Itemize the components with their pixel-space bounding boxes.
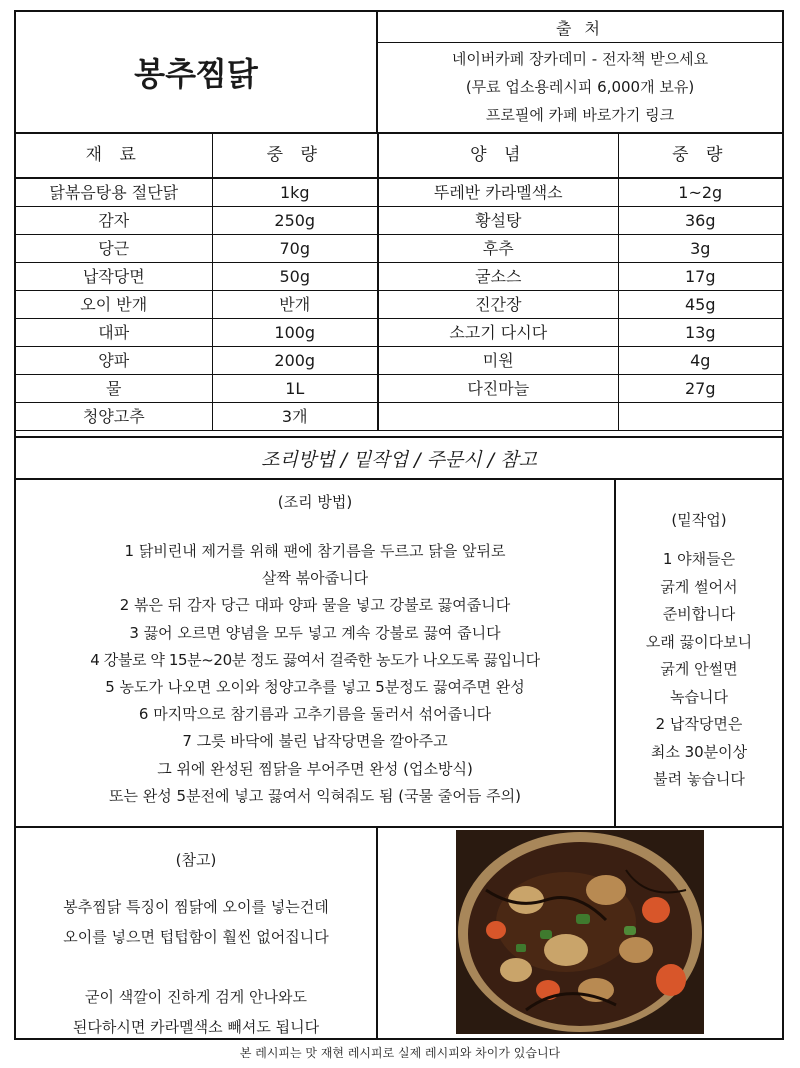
seasoning-weight: 13g (618, 319, 782, 347)
seasoning-weight: 4g (618, 347, 782, 375)
prep-heading: (밑작업) (671, 511, 727, 529)
source-line: (무료 업소용레시피 6,000개 보유) (465, 78, 695, 96)
source-box (378, 12, 782, 132)
seasoning-name: 다진마늘 (378, 375, 618, 403)
seasoning-name: 후추 (378, 235, 618, 263)
method-line: 2 볶은 뒤 감자 당근 대파 양파 물을 넣고 강불로 끓여줍니다 (119, 596, 511, 615)
method-line: 6 마지막으로 참기름과 고추기름을 둘러서 섞어줍니다 (138, 705, 492, 724)
seasoning-name: 소고기 다시다 (378, 319, 618, 347)
seasoning-weight: 45g (618, 291, 782, 319)
table-row (16, 347, 782, 375)
ingredient-weight: 3개 (212, 403, 378, 431)
table-row (16, 403, 782, 431)
ingredient-weight: 200g (212, 347, 378, 375)
ingredient-weight: 50g (212, 263, 378, 291)
col-header-seasoning: 양 념 (378, 132, 618, 178)
prep-line: 굵게 썰어서 (660, 577, 738, 596)
note-body (16, 892, 376, 1042)
ingredient-weight: 250g (212, 207, 378, 235)
note-line (16, 952, 376, 982)
method-line: 4 강불로 약 15분~20분 정도 끓여서 걸죽한 농도가 나오도록 끓입니다 (90, 650, 540, 669)
ingredient-name: 당근 (16, 235, 212, 263)
seasoning-weight: 36g (618, 207, 782, 235)
prep-line: 최소 30분이상 (650, 742, 748, 761)
prep-line: 녹습니다 (670, 687, 728, 706)
source-line: 프로필에 카페 바로가기 링크 (485, 106, 675, 124)
table-row (16, 319, 782, 347)
ingredient-name: 물 (16, 375, 212, 403)
ingredient-weight: 70g (212, 235, 378, 263)
seasoning-weight (618, 403, 782, 431)
note-line: 오이를 넣으면 텁텁함이 훨씬 없어집니다 (63, 928, 329, 946)
method-line: 또는 완성 5분전에 넣고 끓여서 익혀줘도 됨 (국물 줄어듬 주의) (109, 786, 521, 805)
ingredient-name: 대파 (16, 319, 212, 347)
note-line: 된다하시면 카라멜색소 빼셔도 됩니다 (72, 1018, 320, 1036)
table-row (16, 375, 782, 403)
col-header-weight: 중 량 (618, 132, 782, 178)
method-line: 살짝 볶아줍니다 (261, 569, 369, 588)
seasoning-weight: 3g (618, 235, 782, 263)
braised-chicken-photo (456, 830, 704, 1034)
source-line: 네이버카페 장카데미 - 전자책 받으세요 (451, 50, 709, 68)
ingredients-table (16, 132, 782, 431)
col-header-ingredient: 재 료 (16, 132, 212, 178)
source-lines (378, 43, 782, 129)
prep-line: 준비합니다 (662, 605, 736, 623)
table-row (16, 235, 782, 263)
prep-line: 1 야채들은 (662, 550, 736, 568)
prep-line: 굵게 안썰면 (660, 660, 738, 678)
ingredient-name: 닭볶음탕용 절단닭 (16, 178, 212, 207)
table-row (16, 178, 782, 207)
seasoning-weight: 1~2g (618, 178, 782, 207)
seasoning-weight: 27g (618, 375, 782, 403)
note-heading: (참고) (175, 851, 217, 869)
note-line: 굳이 색깔이 진하게 검게 안나와도 (85, 988, 307, 1006)
ingredient-weight: 반개 (212, 291, 378, 319)
table-row (16, 291, 782, 319)
method-heading: (조리 방법) (277, 493, 353, 511)
footer-note: 본 레시피는 맛 재현 레시피로 실제 레시피와 차이가 있습니다 (239, 1046, 561, 1060)
method-line: 3 끓어 오르면 양념을 모두 넣고 계속 강불로 끓여 줍니다 (129, 623, 501, 642)
cooking-method (16, 480, 616, 828)
recipe-sheet (14, 10, 784, 1040)
ingredient-weight: 1kg (212, 178, 378, 207)
seasoning-weight: 17g (618, 263, 782, 291)
table-header-row (16, 132, 782, 178)
photo-cell (378, 828, 782, 1038)
seasoning-name: 굴소스 (378, 263, 618, 291)
table-row (16, 263, 782, 291)
ingredient-name: 양파 (16, 347, 212, 375)
note-line: 봉추찜닭 특징이 찜닭에 오이를 넣는건데 (63, 898, 329, 916)
prep-line: 2 납작당면은 (655, 715, 743, 733)
prep-line: 불려 놓습니다 (653, 770, 745, 788)
prep-line: 오래 끓이다보니 (645, 632, 753, 651)
seasoning-name: 뚜레반 카라멜색소 (378, 178, 618, 207)
notes (16, 828, 378, 1038)
method-line: 1 닭비린내 제거를 위해 팬에 참기름을 두르고 닭을 앞뒤로 (124, 542, 506, 560)
method-steps (16, 538, 614, 810)
method-line: 그 위에 완성된 찜닭을 부어주면 완성 (업소방식) (157, 759, 473, 778)
source-label: 출 처 (378, 12, 782, 43)
photo-illustration (456, 830, 704, 1034)
ingredient-name: 오이 반개 (16, 291, 212, 319)
section-title: 조리방법 / 밑작업 / 주문시 / 참고 (16, 436, 782, 480)
col-header-weight: 중 량 (212, 132, 378, 178)
method-line: 5 농도가 나오면 오이와 청양고추를 넣고 5분정도 끓여주면 완성 (105, 678, 525, 697)
seasoning-name: 미원 (378, 347, 618, 375)
ingredient-weight: 1L (212, 375, 378, 403)
recipe-title: 봉추찜닭 (16, 12, 378, 132)
seasoning-name: 진간장 (378, 291, 618, 319)
prep-steps (616, 546, 782, 794)
seasoning-name (378, 403, 618, 431)
ingredient-weight: 100g (212, 319, 378, 347)
header (16, 12, 782, 134)
seasoning-name: 황설탕 (378, 207, 618, 235)
ingredient-name: 납작당면 (16, 263, 212, 291)
table-row (16, 207, 782, 235)
ingredient-name: 청양고추 (16, 403, 212, 431)
ingredient-name: 감자 (16, 207, 212, 235)
method-line: 7 그릇 바닥에 불린 납작당면을 깔아주고 (182, 732, 448, 751)
prep-work (616, 480, 782, 828)
